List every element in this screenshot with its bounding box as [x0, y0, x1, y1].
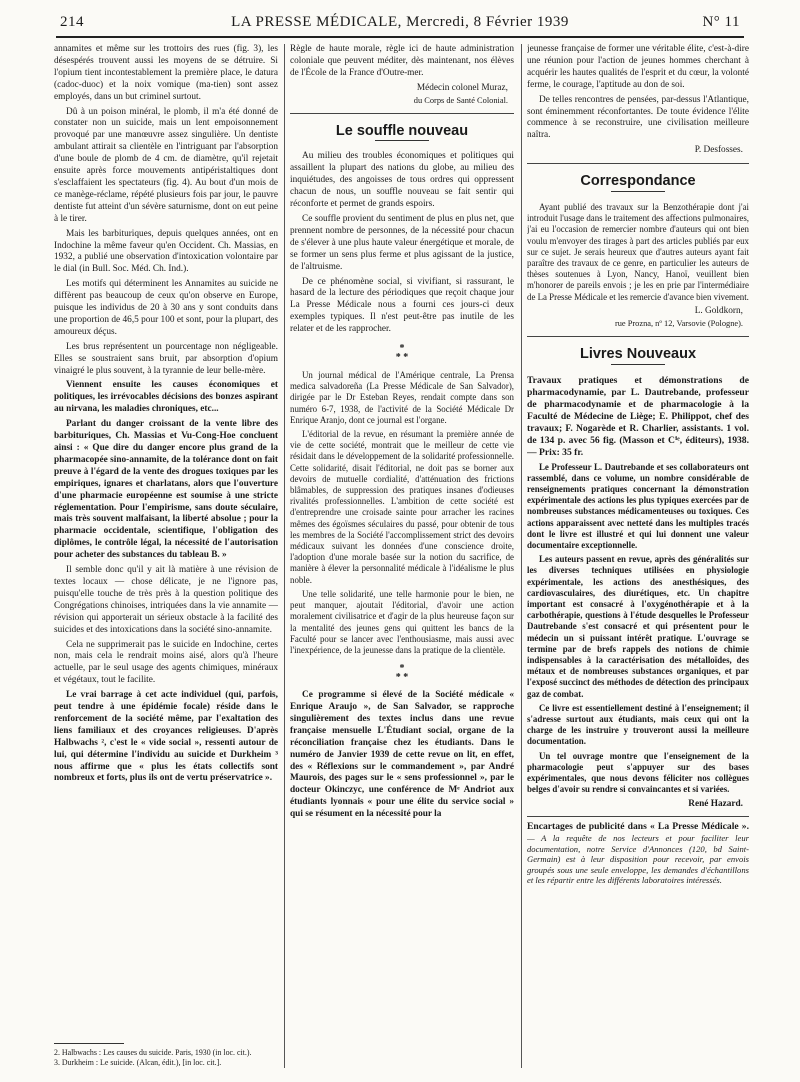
title-underline [611, 364, 665, 365]
paragraph: Viennent ensuite les causes économiques et politiques, les irrévocables décisions des bonzes aspirant au nirvana, les maladies chroniques, etc... [54, 380, 278, 415]
signature: P. Desfosses. [694, 145, 743, 156]
paragraph: De telles rencontres de pensées, par-dessus l'Atlantique, sont éminemment réconfortantes. De toute évidence l'élite commence à se reconstruire, une civilisation meilleure naîtra. [527, 94, 749, 141]
notice-title: Encartages de publicité dans « La Presse Médicale ». [527, 821, 749, 833]
footnote: 2. Halbwachs : Les causes du suicide. Paris, 1930 (in loc. cit.). [54, 1048, 252, 1057]
signature: L. Goldkorn, [694, 305, 743, 316]
quote-paragraph: Parlant du danger croissant de la vente libre des barbituriques, Ch. Massias et Vu-Cong-Hoe concluent ainsi : « Que dire du danger encore plus grand de la pharmacopée sino-annamite, de la tolérance dont on fait preuve à l'égard de la vente des drogues toxiques par les empiriques, ignares et charlatans, alors que l'ouverture d'une pharmacie européenne est soumise à une stricte réglementation. Pour l'empirisme, sans doute séculaire, mais très souvent malfaisant, la liberté absolue ; pour la pharmacie occidentale, scientifique, l'obligation des diplômes, le contrôle légal, la nécessité de l'autorisation pour acheter des substances du tableau B. » [54, 419, 278, 561]
notice-body: — A la requête de nos lecteurs et pour faciliter leur documentation, notre Service d'Annonces (120, bd Saint-Germain) est à leur disposition pour recevoir, par envois groupés sous une seule enveloppe, les demandes d'échantillons et les répartir entre les différents laboratoires intéressés. [527, 833, 749, 886]
section-rule [527, 816, 749, 817]
column-divider [521, 44, 522, 1068]
paragraph: Une telle solidarité, une telle harmonie pour le bien, ne peut manquer, ajoutait l'éditorial, d'avoir une action moralement civilisatrice et d'agir de la plus heureuse façon sur la mentalité des jeunes gens qui quittent les bancs de la Faculté pour se lancer avec l'enthousiasme, mais aussi avec l'inexpérience, de la jeunesse dans la pratique de la clientèle. [290, 588, 514, 655]
issue-number: N° 11 [702, 14, 740, 30]
paragraph: Les brus représentent un pourcentage non négligeable. Elles se soustraient sans bruit, par absorption d'opium vinaigré le plus souvent, à la tyrannie de leur belle-mère. [54, 341, 278, 376]
book-review [527, 462, 749, 796]
header-rule [56, 36, 744, 38]
notice-block [527, 821, 749, 886]
footnotes [54, 1043, 278, 1068]
footnote-rule [54, 1043, 124, 1044]
asterism: * * * [395, 663, 409, 684]
paragraph: Ce livre est essentiellement destiné à l'enseignement; il s'adresse surtout aux étudiants, mais ceux qui ont la charge de les instruire y trouveront aussi la meilleure documentation. [527, 702, 749, 747]
paragraph: jeunesse française de former une véritable élite, c'est-à-dire une réunion pour l'action de jeunes hommes cherchant à acquérir les hautes qualités de l'esprit et du cœur, la volonté ferme, le courage, l'aptitude au don de soi. [527, 44, 749, 90]
paragraph: Dû à un poison minéral, le plomb, il m'a été donné de constater non un suicide, mais un lent empoisonnement provoqué par une manœuvre assez singulière. Un dentiste ambulant attirait sa clientèle en l'intriguant par l'absorption d'une boule de plomb de 4 cm. de diamètre, qu'il rejetait ensuite après force mouvements antipéristaltiques dont s'esclaffaient les spectateurs (fig. 4). Au bout d'un mois de ce manège-réclame, répété plusieurs fois par jour, le pauvre dentiste fut atteint d'un sévère saturnisme, dont on eut peine à le tirer. [54, 106, 278, 224]
paragraph: Un tel ouvrage montre que l'enseignement de la pharmacologie peut s'appuyer sur des bases expérimentales, que nous devons féliciter nos collègues belges d'avoir su rendre si convaincantes et si variées. [527, 750, 749, 795]
paragraph: Un journal médical de l'Amérique centrale, La Prensa medica salvadoreña (La Presse Médicale de San Salvador), dirigée par le Dr Esteban Reyes, rendait compte dans son numéro 6-7, 1938, de l'activité de la Société Médicale Dr Enrique Aranjo, dont ce journal est l'organe. [290, 370, 514, 425]
column-right [527, 44, 749, 1070]
asterism: * * * [395, 343, 409, 364]
column-divider [284, 44, 285, 1068]
section-rule [527, 163, 749, 164]
paragraph: Ce programme si élevé de la Société médicale « Enrique Araujo », de San Salvador, se rapproche singulièrement des textes inclus dans une revue française mensuelle L'Étudiant social, organe de la réconciliation française chez les étudiants. Dans le numéro de Janvier 1939 de cette revue on lit, en effet, des « Réflexions sur le commandement », par André Maurois, des pages sur le « sens professionnel », par le docteur Okinczyc, une conférence de Mᵉ Andriot aux étudiants lyonnais « pour une élite du service social » qui se résument en la nécessité pour la [290, 690, 514, 820]
title-underline [611, 191, 665, 192]
section-title: Livres Nouveaux [579, 345, 697, 362]
paragraph: Ce souffle provient du sentiment de plus en plus net, que prennent nombre de personnes, de la nécessité pour chacun de s'élever à une plus haute valeur énergétique et morale, de se former un sens plus ferme et plus agissant de la justice, de l'altruisme. [290, 213, 514, 272]
journal-title: LA PRESSE MÉDICALE, Mercredi, 8 Février 1939 [231, 14, 569, 30]
signature: René Hazard. [688, 798, 743, 809]
column-middle [290, 44, 514, 1070]
paragraph: Règle de haute morale, règle ici de haute administration coloniale que peuvent méditer, dès maintenant, nos élèves de l'École de la France d'Outre-mer. [290, 44, 514, 78]
paragraph: Mais les barbituriques, depuis quelques années, ont en Indochine la même faveur qu'en Occident. Ch. Massias, en 1932, a publié une observation d'intoxication volontaire par le dial (in Bull. Soc. Méd. Ch. Ind.). [54, 228, 278, 275]
page-number: 214 [60, 14, 84, 30]
paragraph: L'éditorial de la revue, en résumant la première année de vie de cette société, montrait que le meilleur de cette vie résidait dans le développement de la solidarité professionnelle. Cette solidarité, disait l'éditorial, ne doit pas se borner aux devoirs de mutuelle cordialité, d'atténuation des frictions blâmables, de suppression des pratiques insanes d'odieuses rivalités professionnelles. L'ambition de cette société est d'entreprendre une croisade sainte pour arracher les racines mêmes des égoïsmes séculaires du passé, pour obtenir de tous les membres de la Société l'accomplissement strict des devoirs médicaux suivant les données d'une conscience droite, l'adoption d'une morale basée sur la notion du sacrifice, de manière à élever la personnalité médicale à l'idéalisme le plus noble. [290, 429, 514, 585]
section-rule [290, 113, 514, 114]
paragraph: Les motifs qui déterminent les Annamites au suicide ne diffèrent pas beaucoup de ceux qu'on observe en Europe, puisque les individus de 20 à 30 ans y sont conduits dans une proportion de 46,5 pour 100 et sont, pour la plupart, des amoureux déçus. [54, 279, 278, 337]
column-left [54, 44, 278, 1070]
signature: Médecin colonel Muraz, [416, 82, 508, 93]
section-title: Le souffle nouveau [335, 122, 469, 139]
paragraph: Le vrai barrage à cet acte individuel (qui, parfois, peut tendre à une épidémie focale) réside dans le renforcement de la société même, par l'exaltation des liens familiaux et des croyances religieuses. D'après Halbwachs ², c'est le « vide social », ressenti autour de lui, qui détermine l'individu au suicide et Durkheim ³ nous affirme que « plus les états collectifs sont nombreux et forts, plus ils ont de vertu préservatrice ». [54, 690, 278, 784]
book-title: Travaux pratiques et démonstrations de pharmacodynamie, par L. Dautrebande, professeur de pharmacodynamie et de pharmacologie à la Faculté de Médecine de Liège; E. Philippot, chef des travaux; F. Nogarède et R. Charlier, assistants. 1 vol. de 134 p. avec 56 fig. (Masson et Cⁱᵉ, éditeurs), 1938. — Prix: 35 fr. [527, 374, 749, 458]
signature-affiliation: du Corps de Santé Colonial. [413, 95, 508, 105]
signature-address: rue Prozna, nº 12, Varsovie (Pologne). [614, 318, 743, 328]
paragraph: Ayant publié des travaux sur la Benzothérapie dont j'ai introduit l'usage dans le traitement des affections pulmonaires, j'ai eu l'occasion de remercier nombre d'auteurs qui ont bien voulu m'envoyer des tirages à part des articles publiés par eux sur ce sujet. Je serais heureux que d'autres auteurs ayant fait paraître des travaux de ce genre, en particulier les auteurs de thèses soutenues à Lyon, Nancy, Hanoï, veuillent bien m'honorer de pareils envois ; je les en prie par l'intermédiaire de La Presse Médicale et les remercie d'avance bien vivement. [527, 202, 749, 302]
paragraph: Au milieu des troubles économiques et politiques qui assaillent la plupart des nations du globe, au milieu des inquiétudes, des angoisses de tous ordres qui oppressent chacun de nous, un souffle nouveau se fait sentir qui réconforte et permet de grands espoirs. [290, 151, 514, 210]
paragraph: annamites et même sur les trottoirs des rues (fig. 3), les désespérés trouvent aussi les moyens de se détruire. Si l'opium tient incontestablement la première place, le datura (cadoc-duoc) et la noix vomique (ma-tien) sont assez employés, dans un but criminel surtout. [54, 44, 278, 102]
section-rule [527, 336, 749, 337]
paragraph: Il semble donc qu'il y ait là matière à une révision de textes locaux — chose délicate, je ne l'ignore pas, puisqu'elle touche de très près à la question politique des Congrégations chinoises, intriquées dans la vie annamite — révision qui apporterait un sérieux obstacle à la facilité des suicides et des intoxications dans la société sino-annamite. [54, 565, 278, 635]
paragraph: De ce phénomène social, si vivifiant, si rassurant, le hasard de la lecture des périodiques que reçoit chaque jour La Presse Médicale nous a fourni ces jours-ci deux exemples typiques. Il n'est peut-être pas inutile de les relater et de les rapprocher. [290, 276, 514, 335]
section-title: Correspondance [580, 173, 696, 190]
paragraph: Les auteurs passent en revue, après des généralités sur les diverses techniques utilisées en physiologie expérimentale, les actions des anesthésiques, des cardiovasculaires, des diurétiques, etc. Un chapitre important est consacré à l'oxygénothérapie et à la carbothérapie, questions à l'étude desquelles le Professeur Dautrebande s'est consacré et qui présentent pour le médecin un si puissant intérêt pratique. L'ouvrage se termine par de brefs rappels des notions de chimie indispensables à la caractérisation des métalloïdes, des métaux et de nombreuses substances organiques, et par l'exposé succinct des méthodes de détection des principaux gaz de combat. [527, 554, 749, 699]
title-underline [375, 140, 429, 141]
paragraph: Cela ne supprimerait pas le suicide en Indochine, certes non, mais cela le rendrait moins aisé, alors qu'à l'heure actuelle, par le seul usage des agents chimiques, minéraux et végétaux, tout le facilite. [54, 639, 278, 686]
paragraph: Le Professeur L. Dautrebande et ses collaborateurs ont rassemblé, dans ce volume, un nombre considérable de renseignements pratiques concernant la démonstration expérimentale des actions les plus typiques exercées par de nombreuses substances médicamenteuses ou toxiques. Ces actions apparaissent avec netteté dans les multiples tracés dont le livre est illustré et qui lui donnent une valeur documentaire exceptionnelle. [527, 461, 749, 551]
small-text-block [290, 370, 514, 656]
page-header [56, 8, 744, 38]
footnote: 3. Durkheim : Le suicide. (Alcan, édit.), [in loc. cit.]. [54, 1058, 222, 1067]
